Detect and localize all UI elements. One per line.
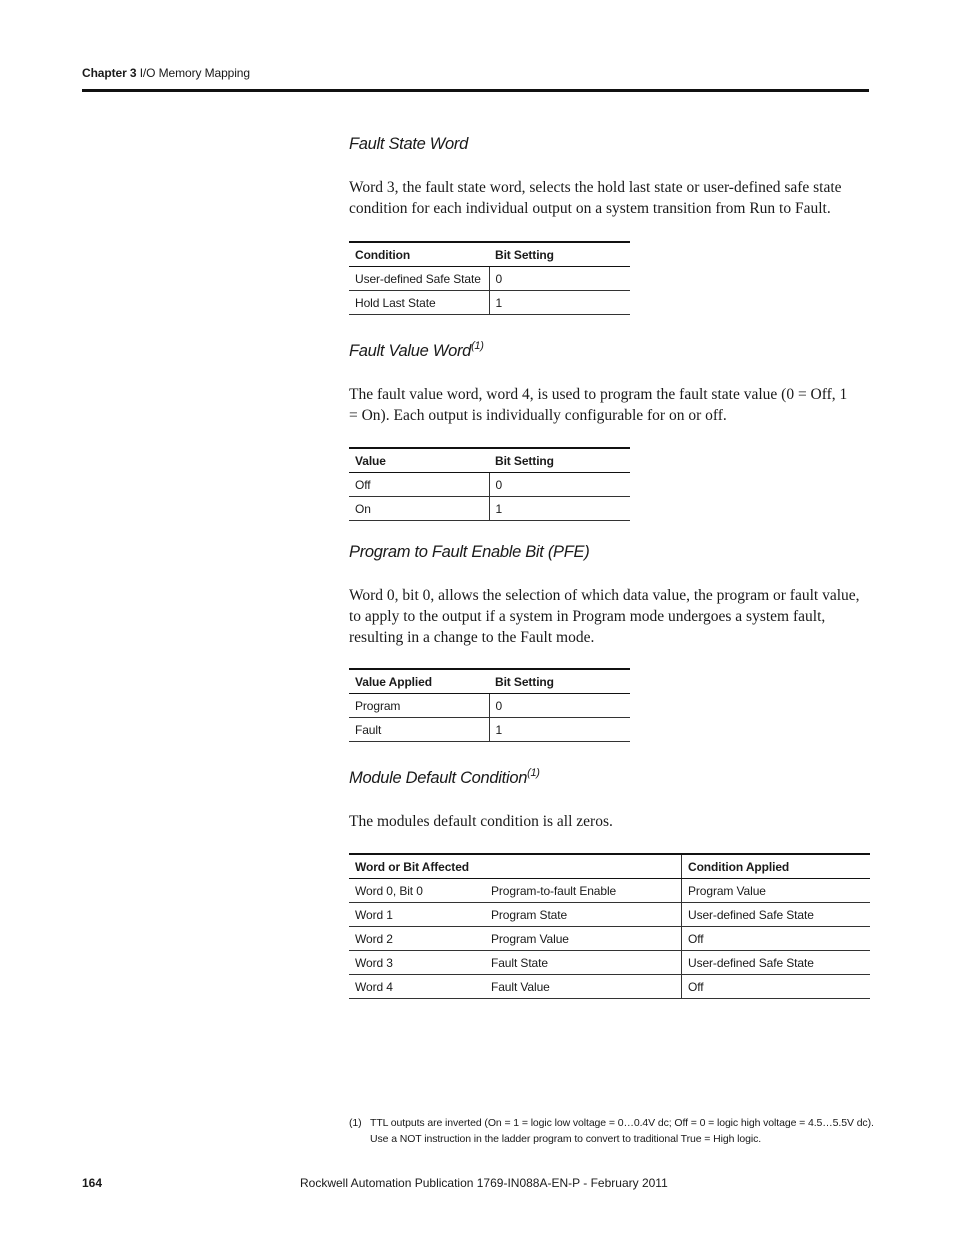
table-cell: 0 xyxy=(489,694,630,718)
table-cell: 0 xyxy=(489,473,630,497)
footnote-ref: (1) xyxy=(471,340,484,352)
table-row xyxy=(349,694,630,718)
footnote-ref: (1) xyxy=(527,767,540,779)
chapter-label: Chapter 3 xyxy=(82,66,137,80)
table-header-row xyxy=(349,242,630,267)
table-row xyxy=(349,267,630,291)
column-header: Condition Applied xyxy=(682,854,871,879)
table-cell: User-defined Safe State xyxy=(682,951,871,975)
table-cell: Off xyxy=(682,927,871,951)
header-rule xyxy=(82,89,869,92)
column-header: Bit Setting xyxy=(489,448,630,473)
table-cell: Fault Value xyxy=(485,975,682,999)
column-header: Bit Setting xyxy=(489,669,630,694)
table-cell: Hold Last State xyxy=(349,291,489,315)
table-cell: Fault State xyxy=(485,951,682,975)
default-condition-heading: Module Default Condition$^{(1)}$ xyxy=(349,767,540,787)
table-row xyxy=(349,879,870,903)
fault-value-body: The fault value word, word 4, is used to program the fault state value (0 = Off, 1 = On). Each output is individually configurable for on or off. xyxy=(349,386,848,424)
table-header-row xyxy=(349,854,870,879)
table-header-row xyxy=(349,669,630,694)
pfe-table xyxy=(349,668,630,742)
table-cell: Word 0, Bit 0 xyxy=(349,879,485,903)
table-row xyxy=(349,951,870,975)
table-cell: 1 xyxy=(489,718,630,742)
table-cell: User-defined Safe State xyxy=(682,903,871,927)
fault-value-heading: Fault Value Word$^{(1)}$ xyxy=(349,340,484,360)
table-cell: Program State xyxy=(485,903,682,927)
fault-value-table xyxy=(349,447,630,521)
footnote-mark: (1) xyxy=(349,1117,362,1129)
table-cell: 1 xyxy=(489,497,630,521)
table-cell: Word 2 xyxy=(349,927,485,951)
table-cell: Program xyxy=(349,694,489,718)
table-cell: 0 xyxy=(489,267,630,291)
running-header xyxy=(82,66,250,80)
table-cell: Program Value xyxy=(485,927,682,951)
fault-state-body: Word 3, the fault state word, selects the hold last state or user-defined safe state condition for each individual output on a system transition from Run to Fault. xyxy=(349,179,842,217)
table-row xyxy=(349,497,630,521)
fault-state-heading: Fault State Word xyxy=(349,135,468,153)
table-row xyxy=(349,903,870,927)
table-row xyxy=(349,473,630,497)
table-cell: Program Value xyxy=(682,879,871,903)
column-header: Value xyxy=(349,448,489,473)
footnote xyxy=(349,1115,874,1147)
table-cell: Word 1 xyxy=(349,903,485,927)
table-cell: Fault xyxy=(349,718,489,742)
table-cell: Off xyxy=(349,473,489,497)
chapter-title: I/O Memory Mapping xyxy=(139,66,250,80)
table-cell: Word 3 xyxy=(349,951,485,975)
footnote-line: Use a NOT instruction in the ladder program to convert to traditional True = High logic. xyxy=(370,1133,762,1145)
column-header: Word or Bit Affected xyxy=(349,854,682,879)
page-number: 164 xyxy=(82,1176,103,1190)
column-header: Value Applied xyxy=(349,669,489,694)
table-cell: On xyxy=(349,497,489,521)
table-row xyxy=(349,975,870,999)
footnote-line: TTL outputs are inverted (On = 1 = logic low voltage = 0…0.4V dc; Off = 0 = logic high voltage = 4.5…5.5V dc). xyxy=(370,1117,874,1129)
pfe-heading: Program to Fault Enable Bit (PFE) xyxy=(349,543,590,561)
fault-state-table xyxy=(349,241,630,315)
table-cell: User-defined Safe State xyxy=(349,267,489,291)
default-condition-table xyxy=(349,853,870,999)
table-row xyxy=(349,291,630,315)
column-header: Bit Setting xyxy=(489,242,630,267)
table-row xyxy=(349,927,870,951)
table-cell: Word 4 xyxy=(349,975,485,999)
table-cell: Program-to-fault Enable xyxy=(485,879,682,903)
table-header-row xyxy=(349,448,630,473)
pfe-body: Word 0, bit 0, allows the selection of which data value, the program or fault value, to apply to the output if a system in Program mode undergoes a system fault, resulting in a change to the Fault mode. xyxy=(349,587,860,646)
table-cell: Off xyxy=(682,975,871,999)
default-condition-body: The modules default condition is all zeros. xyxy=(349,813,613,830)
publication-info: Rockwell Automation Publication 1769-IN088A-EN-P - February 2011 xyxy=(300,1176,668,1190)
column-header: Condition xyxy=(349,242,489,267)
table-row xyxy=(349,718,630,742)
table-cell: 1 xyxy=(489,291,630,315)
